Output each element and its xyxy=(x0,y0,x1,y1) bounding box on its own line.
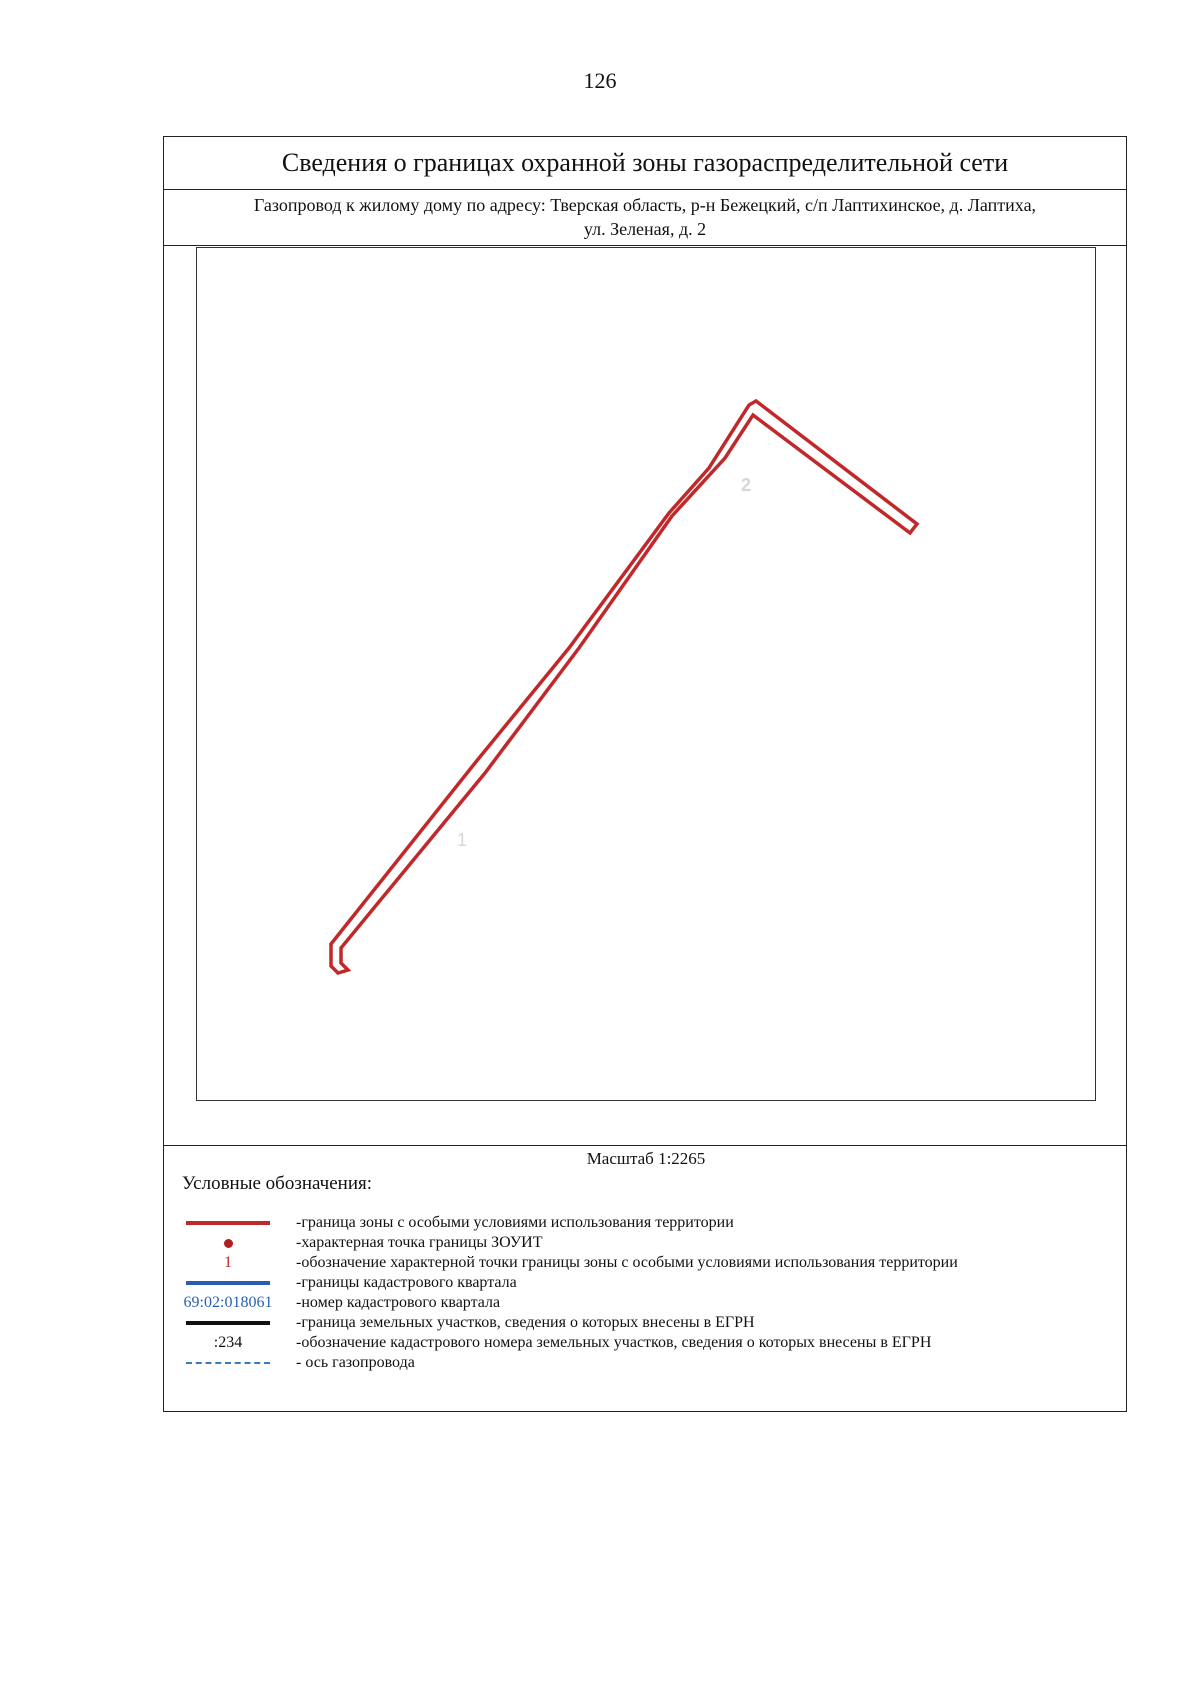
legend-text: -номер кадастрового квартала xyxy=(296,1294,501,1311)
legend-item-pipeline-axis xyxy=(174,1353,1114,1373)
dashed-line-icon xyxy=(186,1362,270,1364)
protection-zone-boundary xyxy=(331,401,917,973)
document-subtitle xyxy=(164,189,1126,246)
legend-item-quarter-boundary xyxy=(174,1273,1114,1293)
blue-line-icon xyxy=(186,1281,270,1285)
scale-divider xyxy=(164,1145,1126,1146)
map-area xyxy=(196,247,1096,1101)
legend-text: -границы кадастрового квартала xyxy=(296,1274,517,1291)
page-number: 126 xyxy=(583,68,617,93)
quarter-number-symbol: 69:02:018061 xyxy=(183,1294,273,1311)
red-dot-icon xyxy=(224,1239,233,1248)
legend-item-zone-boundary xyxy=(174,1213,1114,1233)
legend-text: - ось газопровода xyxy=(296,1354,415,1371)
legend-item-quarter-number xyxy=(174,1293,1114,1313)
document-frame xyxy=(163,136,1127,1412)
legend-item-parcel-number xyxy=(174,1333,1114,1353)
point-label-1: 1 xyxy=(457,830,468,850)
legend-item-zone-point xyxy=(174,1233,1114,1253)
parcel-number-symbol: :234 xyxy=(213,1334,243,1351)
point-label-2: 2 xyxy=(741,475,752,495)
subtitle-line-2: ул. Зеленая, д. 2 xyxy=(583,219,707,239)
legend-text: -обозначение кадастрового номера земельных участков, сведения о которых внесены в ЕГРН xyxy=(296,1334,932,1351)
legend-text: -граница земельных участков, сведения о которых внесены в ЕГРН xyxy=(296,1314,755,1331)
document-title: Сведения о границах охранной зоны газораспределительной сети xyxy=(164,137,1126,190)
legend-title: Условные обозначения: xyxy=(182,1173,373,1194)
legend-item-parcel-boundary xyxy=(174,1313,1114,1333)
point-number-symbol: 1 xyxy=(224,1254,232,1271)
legend-text: -обозначение характерной точки границы зоны с особыми условиями использования территории xyxy=(296,1254,958,1271)
subtitle-line-1: Газопровод к жилому дому по адресу: Тверская область, р-н Бежецкий, с/п Лаптихинское, д. Лаптиха, xyxy=(253,195,1037,215)
legend-item-point-label xyxy=(174,1253,1114,1273)
legend-text: -граница зоны с особыми условиями использования территории xyxy=(296,1214,734,1231)
legend xyxy=(174,1213,1114,1373)
map-canvas xyxy=(197,248,1094,1099)
legend-text: -характерная точка границы ЗОУИТ xyxy=(296,1234,543,1251)
map-scale: Масштаб 1:2265 xyxy=(586,1149,706,1168)
red-line-icon xyxy=(186,1221,270,1225)
black-line-icon xyxy=(186,1321,270,1325)
